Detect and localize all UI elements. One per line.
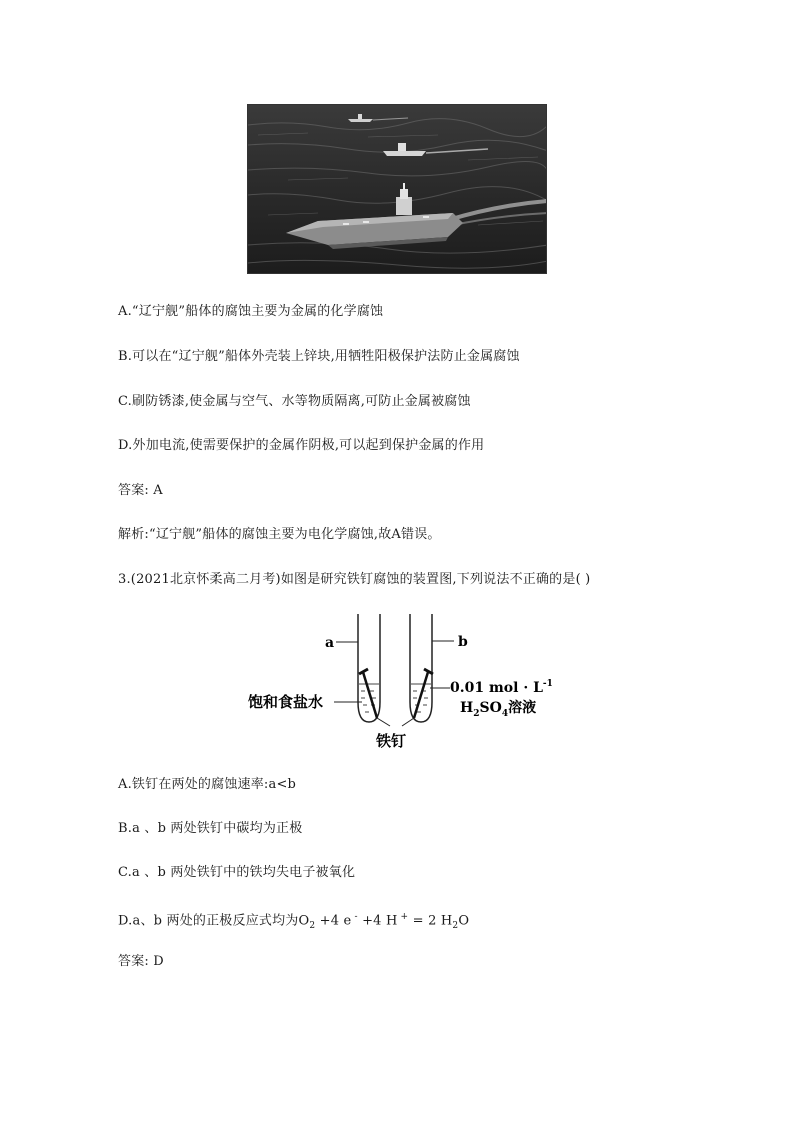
option-2b: B.可以在“辽宁舰”船体外壳装上锌块,用牺牲阳极保护法防止金属腐蚀 [118, 349, 520, 364]
tube-b [410, 614, 432, 722]
option-2c: C.刷防锈漆,使金属与空气、水等物质隔离,可防止金属被腐蚀 [118, 394, 471, 409]
answer-2: 答案: A [118, 483, 163, 498]
carrier-photo [247, 104, 547, 274]
option-2a: A.“辽宁舰”船体的腐蚀主要为金属的化学腐蚀 [118, 304, 384, 319]
label-saline: 饱和食盐水 [248, 693, 324, 711]
analysis-2: 解析:“辽宁舰”船体的腐蚀主要为电化学腐蚀,故A错误。 [118, 527, 441, 542]
label-concentration: 0.01 mol · $L^{-1}$ [450, 679, 553, 696]
nail-a [359, 669, 377, 718]
label-a: a [325, 635, 335, 651]
tube-a [358, 614, 380, 722]
label-acid: $H_2SO_4$溶液 [460, 700, 537, 719]
option-3d: D.a、b 两处的正极反应式均为$O_2 +4$ e - +4 H + = 2 $H_2O$ [118, 912, 470, 931]
test-tube-diagram [230, 598, 570, 758]
label-b: b [458, 634, 468, 650]
label-nail: 铁钉 [376, 732, 407, 750]
answer-3: 答案: D [118, 954, 164, 969]
option-3b: B.a 、b 两处铁钉中碳均为正极 [118, 821, 303, 836]
question-3-stem: 3.(2021北京怀柔高二月考)如图是研究铁钉腐蚀的装置图,下列说法不正确的是( ) [118, 572, 591, 587]
option-2d: D.外加电流,使需要保护的金属作阴极,可以起到保护金属的作用 [118, 438, 485, 453]
option-3a: A.铁钉在两处的腐蚀速率:a<b [118, 777, 297, 792]
nail-b [414, 669, 433, 718]
option-3c: C.a 、b 两处铁钉中的铁均失电子被氧化 [118, 865, 356, 880]
